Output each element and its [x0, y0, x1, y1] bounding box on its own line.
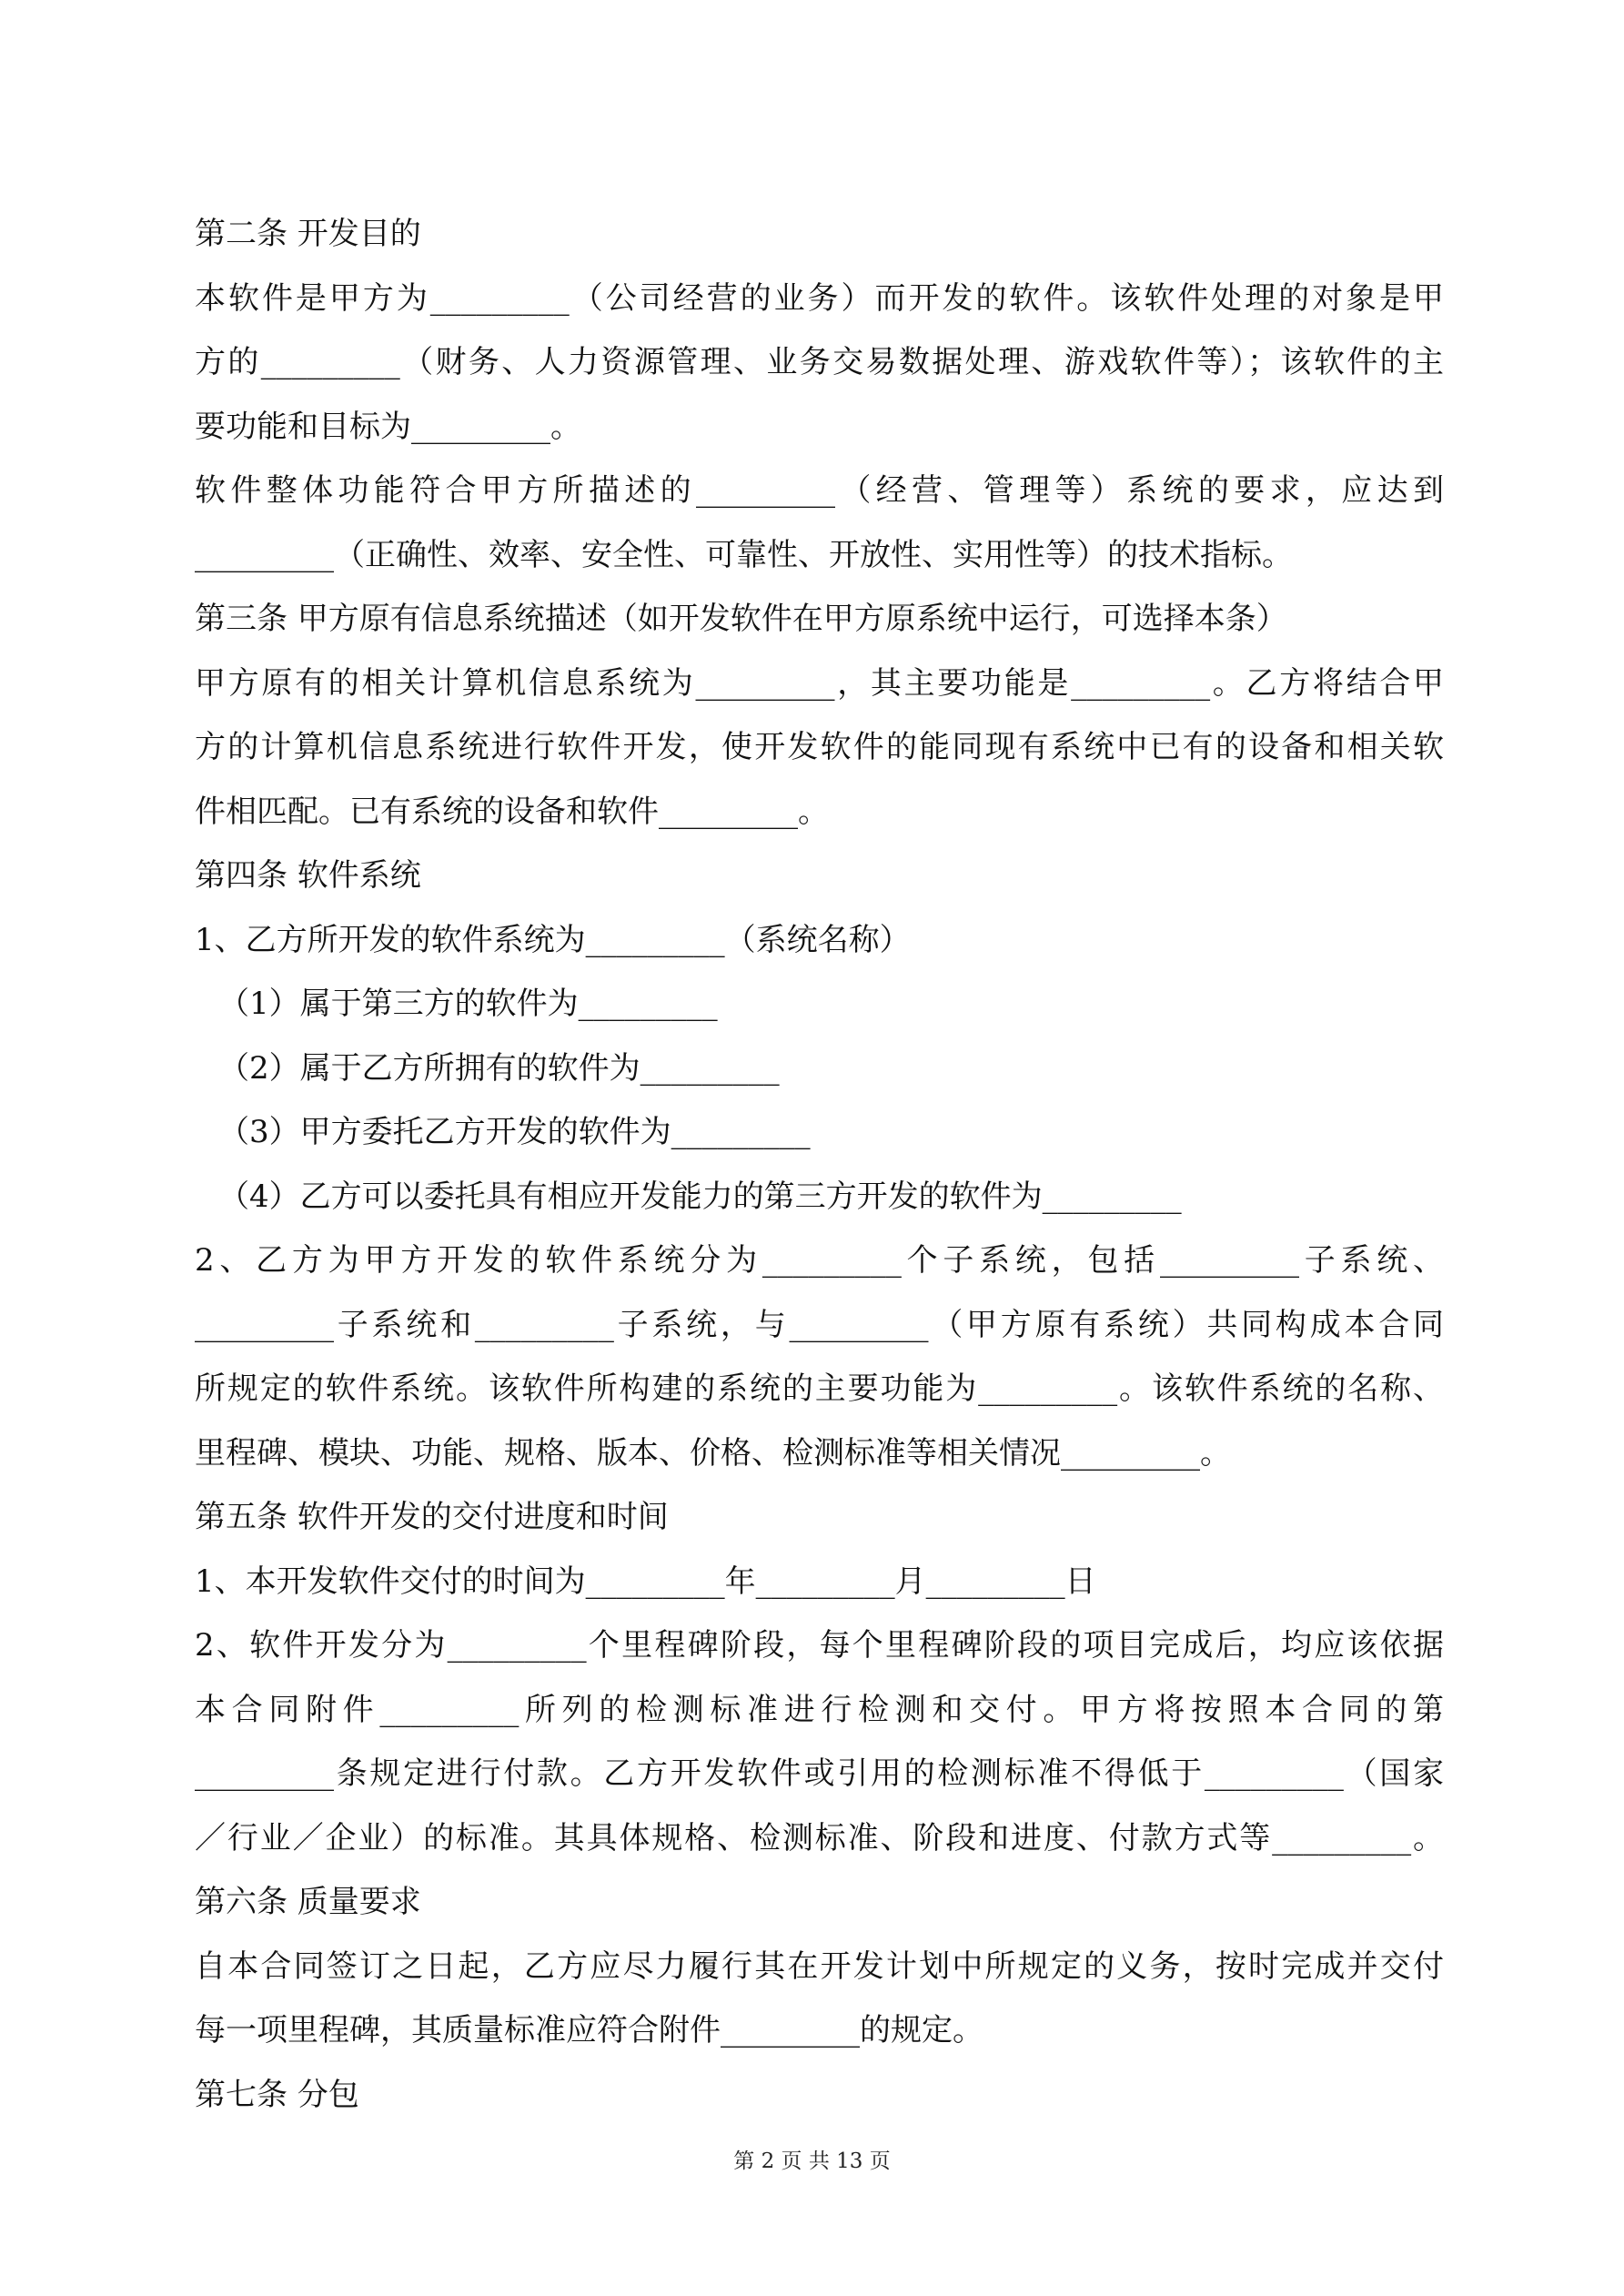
section-heading: 第二条 开发目的	[195, 216, 421, 252]
page-number: 第 2 页 共 13 页	[733, 2149, 891, 2173]
text-line: 2、软件开发分为_________个里程碑阶段，每个里程碑阶段的项目完成后，均应该依据	[195, 1627, 1444, 1664]
text-line: 1、本开发软件交付的时间为_________年_________月_________日	[195, 1563, 1096, 1600]
list-item: （1）属于第三方的软件为_________	[218, 986, 718, 1022]
text-line: 所规定的软件系统。该软件所构建的系统的主要功能为_________。该软件系统的名称、	[195, 1371, 1444, 1407]
text-line: 软件整体功能符合甲方所描述的_________（经营、管理等）系统的要求，应达到	[195, 472, 1444, 509]
list-item: （4）乙方可以委托具有相应开发能力的第三方开发的软件为_________	[218, 1178, 1182, 1215]
text-line: 甲方原有的相关计算机信息系统为_________，其主要功能是_________。乙方将结合甲	[195, 664, 1444, 702]
section-heading: 第三条 甲方原有信息系统描述（如开发软件在甲方原系统中运行，可选择本条）	[195, 601, 1287, 637]
document-body	[195, 202, 1444, 2127]
text-line: 本软件是甲方为_________（公司经营的业务）而开发的软件。该软件处理的对象是甲	[195, 279, 1444, 317]
section-heading: 第四条 软件系统	[195, 857, 421, 894]
text-line: 1、乙方所开发的软件系统为_________（系统名称）	[195, 921, 911, 958]
text-line: 方的计算机信息系统进行软件开发，使开发软件的能同现有系统中已有的设备和相关软	[195, 729, 1444, 765]
section-heading: 第六条 质量要求	[195, 1884, 421, 1920]
list-item: （3）甲方委托乙方开发的软件为_________	[218, 1114, 811, 1150]
text-line: _________（正确性、效率、安全性、可靠性、开放性、实用性等）的技术指标。	[195, 536, 1293, 573]
text-line: 里程碑、模块、功能、规格、版本、价格、检测标准等相关情况_________。	[195, 1434, 1231, 1472]
text-line: 要功能和目标为_________。	[195, 408, 581, 445]
text-line: 自本合同签订之日起，乙方应尽力履行其在开发计划中所规定的义务，按时完成并交付	[195, 1947, 1444, 1985]
text-line: _________条规定进行付款。乙方开发软件或引用的检测标准不得低于_________（国家	[195, 1755, 1444, 1792]
text-line: ／行业／企业）的标准。其具体规格、检测标准、阶段和进度、付款方式等_________。	[195, 1819, 1444, 1856]
text-line: _________子系统和_________子系统，与_________（甲方原有系统）共同构成本合同	[195, 1306, 1444, 1343]
text-line: 方的_________（财务、人力资源管理、业务交易数据处理、游戏软件等）；该软件的主	[195, 344, 1444, 380]
section-heading: 第七条 分包	[195, 2076, 359, 2113]
section-heading: 第五条 软件开发的交付进度和时间	[195, 1499, 669, 1535]
list-item: （2）属于乙方所拥有的软件为_________	[218, 1049, 780, 1087]
text-line: 2、乙方为甲方开发的软件系统分为_________个子系统，包括_________子系统、	[195, 1242, 1444, 1279]
text-line: 件相匹配。已有系统的设备和软件_________。	[195, 793, 829, 830]
text-line: 本合同附件_________所列的检测标准进行检测和交付。甲方将按照本合同的第	[195, 1691, 1444, 1728]
text-line: 每一项里程碑，其质量标准应符合附件_________的规定。	[195, 2012, 983, 2048]
